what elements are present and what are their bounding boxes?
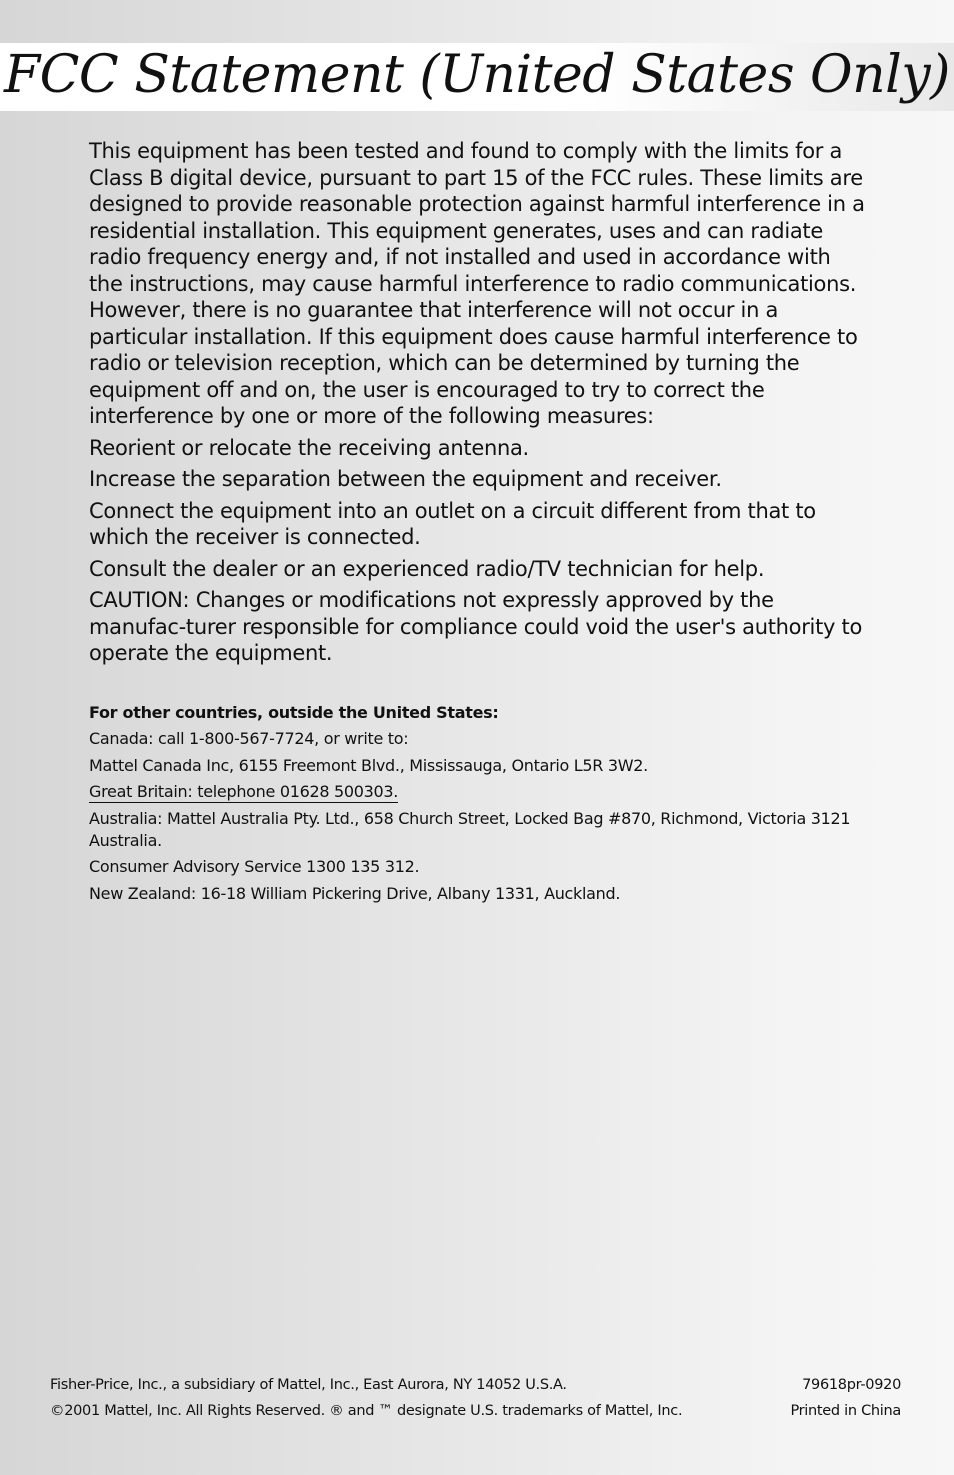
footer-copyright: ©2001 Mattel, Inc. All Rights Reserved. ® and ™ designate U.S. trademarks of Mattel, Inc.: [50, 1403, 683, 1419]
canada-address: Mattel Canada Inc, 6155 Freemont Blvd., Mississauga, Ontario L5R 3W2.: [89, 755, 648, 775]
page-title: FCC Statement (United States Only): [4, 45, 950, 105]
australia-address: Australia: Mattel Australia Pty. Ltd., 658 Church Street, Locked Bag #870, Richmond, Victoria 3121 Australia.: [89, 808, 851, 850]
consumer-advisory: Consumer Advisory Service 1300 135 312.: [89, 857, 420, 877]
fcc-measure-reorient: Reorient or relocate the receiving antenna.: [89, 435, 529, 460]
fcc-measure-consult: Consult the dealer or an experienced radio/TV technician for help.: [89, 556, 765, 581]
footer-part-number: 79618pr-0920: [802, 1377, 901, 1393]
other-countries-heading: For other countries, outside the United States:: [89, 703, 499, 722]
fcc-intro-paragraph: This equipment has been tested and found to comply with the limits for a Class B digital device, pursuant to part 15 of the FCC rules. These limits are designed to provide reasonable protection against harmful interference in a residential installation. This equipment generates, uses and can radiate radio frequency energy and, if not installed and used in accordance with the instructions, may cause harmful interference to radio communications. However, there is no guarantee that interference will not occur in a particular installation. If this equipment does cause harmful interference to radio or television reception, which can be determined by turning the equipment off and on, the user is encouraged to try to correct the interference by one or more of the following measures:: [89, 139, 865, 428]
footer-printed-in: Printed in China: [790, 1403, 901, 1419]
canada-call: Canada: call 1-800-567-7724, or write to:: [89, 729, 409, 748]
fcc-measure-separation: Increase the separation between the equipment and receiver.: [89, 467, 722, 491]
great-britain-telephone: Great Britain: telephone 01628 500303.: [89, 782, 399, 802]
fcc-caution: CAUTION: Changes or modifications not expressly approved by the manufac-turer responsible for compliance could void the user's authority to operate the equipment.: [89, 588, 862, 665]
footer-company: Fisher-Price, Inc., a subsidiary of Mattel, Inc., East Aurora, NY 14052 U.S.A.: [50, 1377, 567, 1393]
other-countries-section: [89, 702, 864, 910]
fcc-statement-body: [89, 138, 867, 672]
new-zealand-address: New Zealand: 16-18 William Pickering Drive, Albany 1331, Auckland.: [89, 883, 621, 903]
fcc-measure-outlet: Connect the equipment into an outlet on a circuit different from that to which the receiver is connected.: [89, 498, 816, 549]
